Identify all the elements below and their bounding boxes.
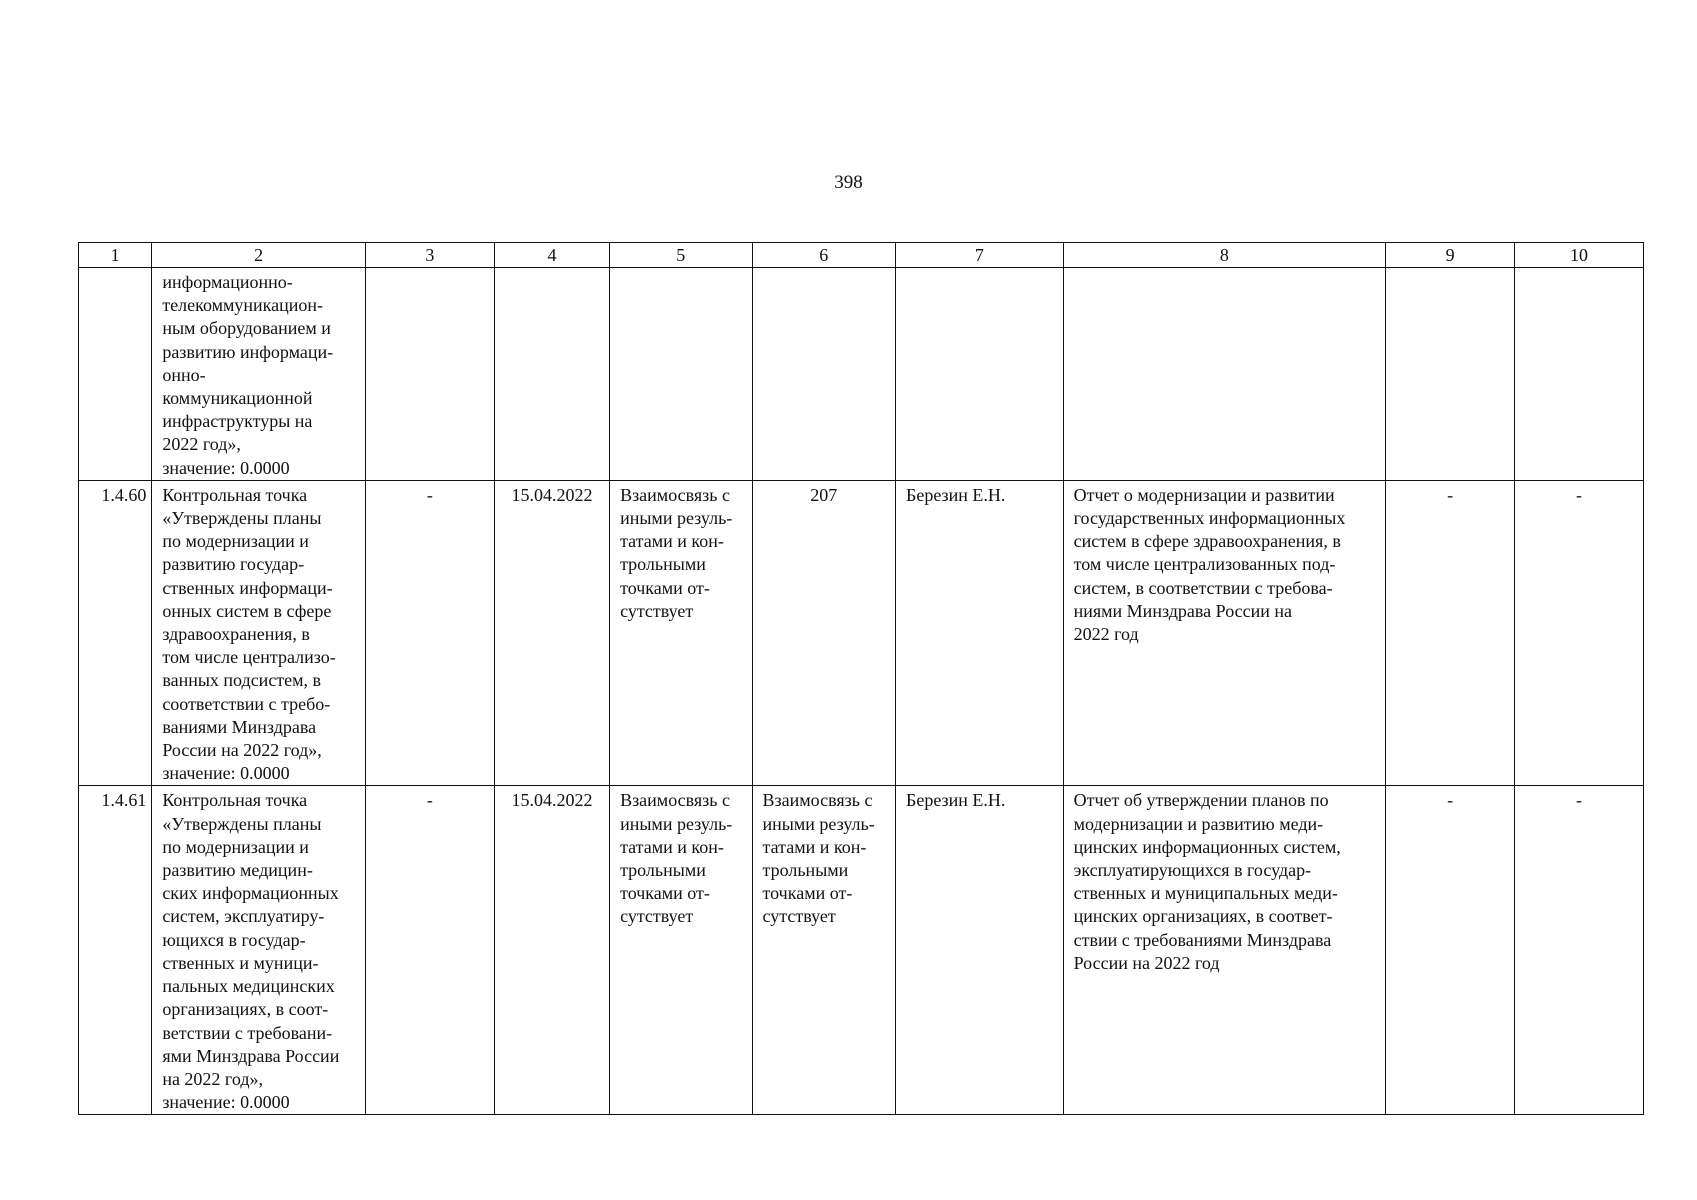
cell-col9: - xyxy=(1386,786,1515,1115)
col-header-8: 8 xyxy=(1063,243,1386,268)
row-number: 1.4.61 xyxy=(79,786,152,1115)
control-point-name: информационно- телекоммуникацион- ным оборудованием и развитию информаци- онно- коммуникационной инфраструктуры на 2022 год», значение: 0.0000 xyxy=(152,268,366,481)
cell-col3: - xyxy=(366,786,495,1115)
cell-col5-relation: Взаимосвязь с иными резуль- татами и кон- трольными точками от- сутствует xyxy=(610,786,752,1115)
col-header-3: 3 xyxy=(366,243,495,268)
col-header-9: 9 xyxy=(1386,243,1515,268)
cell-col5-relation: Взаимосвязь с иными резуль- татами и кон- трольными точками от- сутствует xyxy=(610,480,752,786)
cell-col9: - xyxy=(1386,480,1515,786)
cell-col7 xyxy=(896,268,1064,481)
cell-col5 xyxy=(610,268,752,481)
cell-col3: - xyxy=(366,480,495,786)
cell-col9 xyxy=(1386,268,1515,481)
plan-table xyxy=(78,242,1644,1115)
col-header-5: 5 xyxy=(610,243,752,268)
table-row xyxy=(79,268,1644,481)
control-point-name: Контрольная точка «Утверждены планы по модернизации и развитию государ- ственных информаци- онных систем в сфере здравоохранения, в том числе централизо- ванных подсистем, в соответствии с требо- ваниями Минздрава России на 2022 год», значение: 0.0000 xyxy=(152,480,366,786)
table-row xyxy=(79,480,1644,786)
col-header-6: 6 xyxy=(752,243,896,268)
col-header-7: 7 xyxy=(896,243,1064,268)
cell-col10: - xyxy=(1515,786,1644,1115)
cell-col4-date: 15.04.2022 xyxy=(494,786,609,1115)
page-number: 398 xyxy=(834,172,863,193)
control-point-name: Контрольная точка «Утверждены планы по модернизации и развитию медицин- ских информационных систем, эксплуатиру- ющихся в государ- ственных и муници- пальных медицинских организациях, в соот- ветствии с требовани- ями Минздрава России на 2022 год», значение: 0.0000 xyxy=(152,786,366,1115)
col-header-1: 1 xyxy=(79,243,152,268)
cell-col7-responsible: Березин Е.Н. xyxy=(896,480,1064,786)
header-row xyxy=(79,243,1644,268)
cell-col3 xyxy=(366,268,495,481)
cell-col10: - xyxy=(1515,480,1644,786)
cell-col4-date: 15.04.2022 xyxy=(494,480,609,786)
cell-col6: 207 xyxy=(752,480,896,786)
cell-col6 xyxy=(752,268,896,481)
cell-col8 xyxy=(1063,268,1386,481)
table-row xyxy=(79,786,1644,1115)
cell-col10 xyxy=(1515,268,1644,481)
cell-col6-relation: Взаимосвязь с иными резуль- татами и кон- трольными точками от- сутствует xyxy=(752,786,896,1115)
row-number xyxy=(79,268,152,481)
col-header-2: 2 xyxy=(152,243,366,268)
cell-col8-report: Отчет о модернизации и развитии государственных информационных систем в сфере здравоохранения, в том числе централизованных под- систем, в соответствии с требова- ниями Минздрава России на 2022 год xyxy=(1063,480,1386,786)
cell-col7-responsible: Березин Е.Н. xyxy=(896,786,1064,1115)
row-number: 1.4.60 xyxy=(79,480,152,786)
cell-col4 xyxy=(494,268,609,481)
col-header-4: 4 xyxy=(494,243,609,268)
cell-col8-report: Отчет об утверждении планов по модернизации и развитию меди- цинских информационных систем, эксплуатирующихся в государ- ственных и муниципальных меди- цинских организациях, в соответ- ствии с требованиями Минздрава России на 2022 год xyxy=(1063,786,1386,1115)
col-header-10: 10 xyxy=(1515,243,1644,268)
